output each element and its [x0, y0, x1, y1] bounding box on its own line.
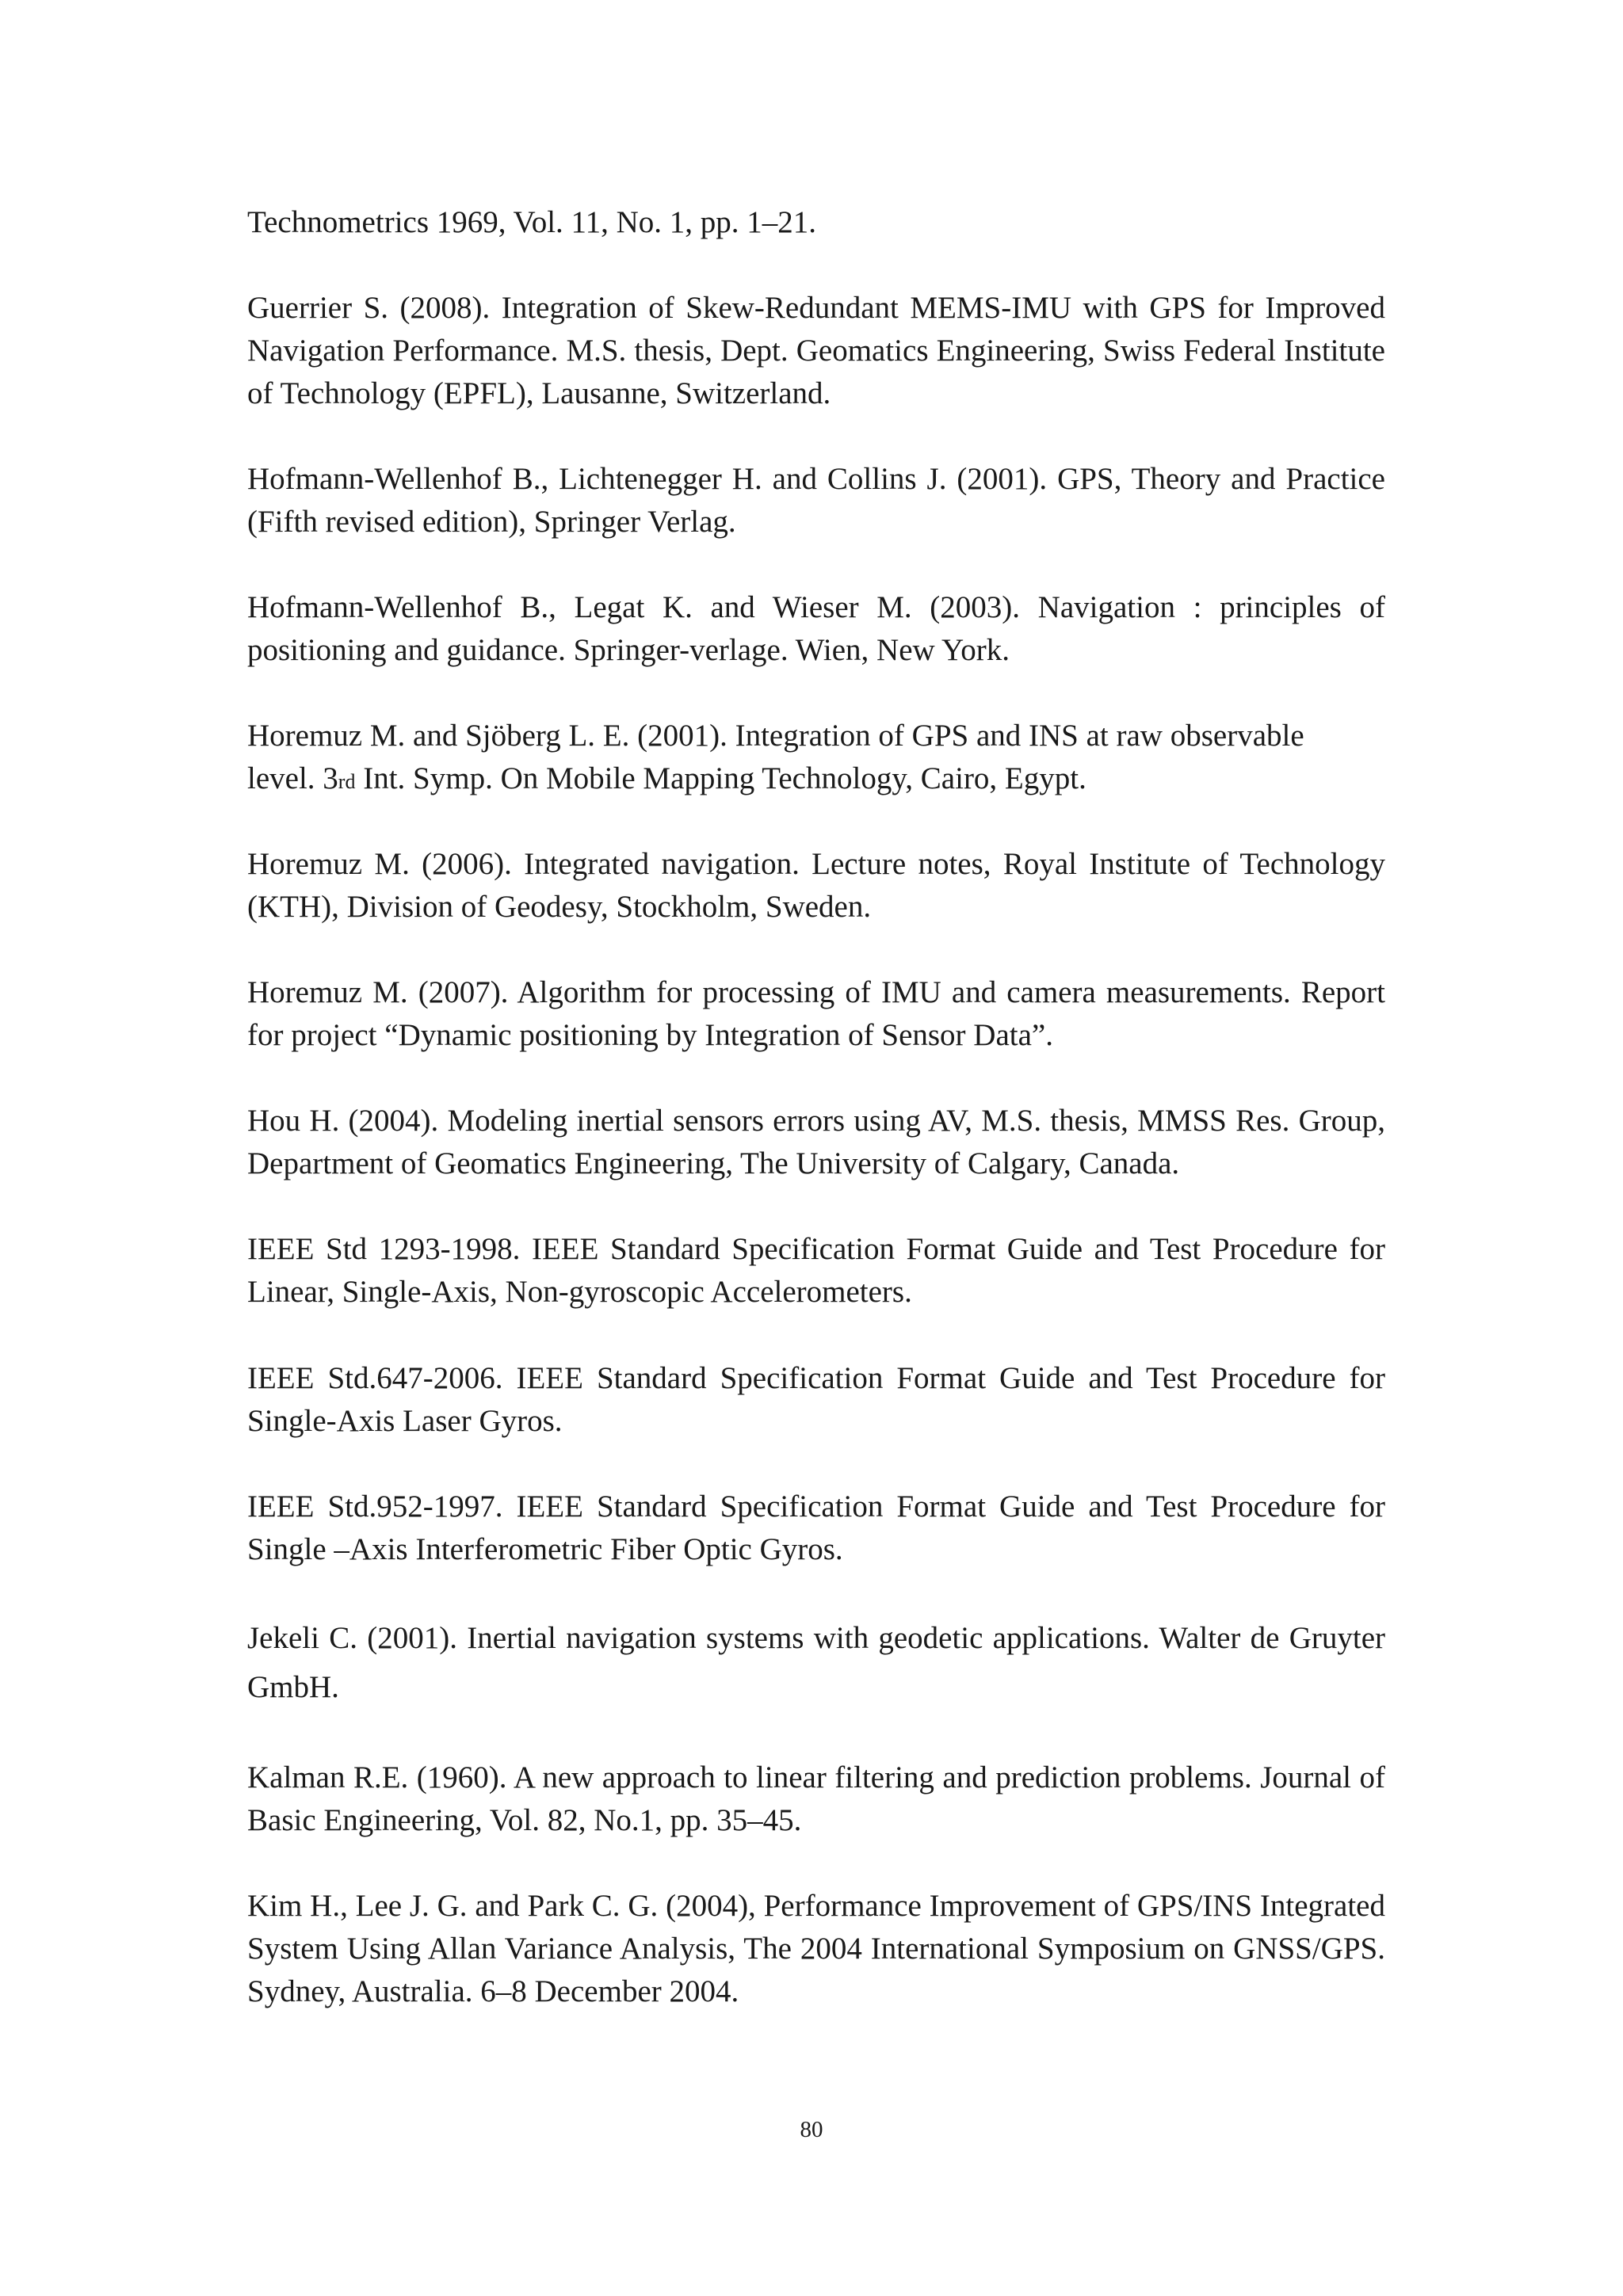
reference-entry: Kalman R.E. (1960). A new approach to linear filtering and prediction problems. Journal of Basic Engineering, Vol. 82, No.1, pp. 35–45. [247, 1760, 1385, 1837]
page-number: 80 [800, 2117, 823, 2142]
reference-line: Horemuz M. and Sjöberg L. E. (2001). Integration of GPS and INS at raw observable [247, 719, 1304, 753]
reference-line: level. 3 [247, 761, 338, 795]
reference-entry: IEEE Std.952-1997. IEEE Standard Specification Format Guide and Test Procedure for Single –Axis Interferometric Fiber Optic Gyros. [247, 1489, 1385, 1566]
reference-entry: Horemuz M. (2006). Integrated navigation. Lecture notes, Royal Institute of Technology (KTH), Division of Geodesy, Stockholm, Sweden. [247, 847, 1385, 924]
reference-entry: Hou H. (2004). Modeling inertial sensors errors using AV, M.S. thesis, MMSS Res. Group, Department of Geomatics Engineering, The University of Calgary, Canada. [247, 1104, 1385, 1180]
reference-line: Int. Symp. On Mobile Mapping Technology, Cairo, Egypt. [355, 761, 1086, 795]
reference-entry: IEEE Std 1293-1998. IEEE Standard Specification Format Guide and Test Procedure for Linear, Single-Axis, Non-gyroscopic Accelerometers. [247, 1232, 1385, 1309]
reference-entry: Hofmann-Wellenhof B., Legat K. and Wieser M. (2003). Navigation : principles of positioning and guidance. Springer-verlage. Wien, New York. [247, 590, 1385, 667]
reference-entry: IEEE Std.647-2006. IEEE Standard Specification Format Guide and Test Procedure for Single-Axis Laser Gyros. [247, 1361, 1385, 1438]
reference-entry: Hofmann-Wellenhof B., Lichtenegger H. and Collins J. (2001). GPS, Theory and Practice (Fifth revised edition), Springer Verlag. [247, 462, 1385, 539]
reference-entry: Guerrier S. (2008). Integration of Skew-Redundant MEMS-IMU with GPS for Improved Navigation Performance. M.S. thesis, Dept. Geomatics Engineering, Swiss Federal Institute of Technology (EPFL), Lausanne, Switzerland. [247, 291, 1385, 410]
reference-entry: Horemuz M. (2007). Algorithm for processing of IMU and camera measurements. Report for project “Dynamic positioning by Integration of Sensor Data”. [247, 975, 1385, 1052]
ordinal-suffix: rd [338, 770, 356, 793]
reference-entry: Jekeli C. (2001). Inertial navigation systems with geodetic applications. Walter de Gruyter GmbH. [247, 1621, 1385, 1704]
reference-entry [247, 715, 1385, 803]
reference-entry: Kim H., Lee J. G. and Park C. G. (2004), Performance Improvement of GPS/INS Integrated System Using Allan Variance Analysis, The 2004 International Symposium on GNSS/GPS. Sydney, Australia. 6–8 December 2004. [247, 1889, 1385, 2008]
reference-entry: Technometrics 1969, Vol. 11, No. 1, pp. 1–21. [247, 205, 816, 239]
